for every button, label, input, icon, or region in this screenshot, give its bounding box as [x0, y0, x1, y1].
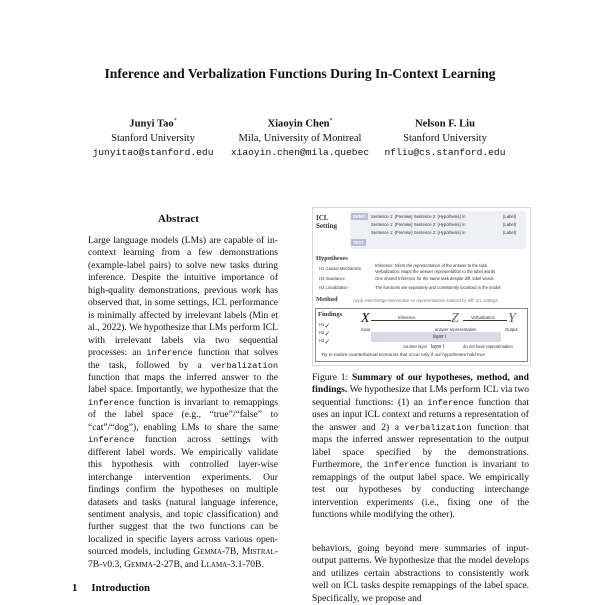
inference-tag: Inference: [398, 315, 416, 320]
label-tag-3: {Label}: [503, 230, 517, 235]
paper-title: Inference and Verbalization Functions During In-Context Learning: [104, 66, 496, 81]
author-3-name: Nelson F. Liu: [415, 118, 475, 130]
section-heading: 1 Introduction: [72, 582, 151, 594]
label-tag-2: {Label}: [503, 222, 517, 227]
test-tag: TEST: [353, 240, 364, 245]
hypothesis-2: H2 Invariance: [319, 276, 345, 281]
arrow-z-y: [463, 320, 507, 321]
author-1: Junyi Tao* Stanford University junyitao@stanford.edu: [88, 114, 218, 160]
abstract-heading: Abstract: [158, 213, 199, 225]
figure-1: [312, 207, 531, 366]
verbalization-tag: Verbalization: [471, 315, 495, 320]
finding-3: H3 ✓: [319, 338, 331, 346]
author-2: Xiaoyin Chen* Mila, University of Montreal xiaoyin.chen@mila.quebec: [220, 114, 380, 160]
var-x: X: [361, 311, 370, 326]
abstract-text: Large language models (LMs) are capable of in-context learning from a few demonstrations (example-label pairs) to solve new tasks during inference. Despite the intuitive importance of high-quality demonstrations, previous work has observed that, in some settings, ICL performance is minimally affected by irrelevant labels (Min et al., 2022). We hypothesize that LMs perform ICL with irrelevant labels via two sequential processes: an inference function that solves the task, followed by a verbalization function that maps the inferred answer to the label space. Importantly, we hypothesize that the inference function is invariant to remappings of the label space (e.g., “true”/“false” to “cat”/“dog”), enabling LMs to share the same inference function across settings with different label words. We empirically validate this hypothesis with controlled layer-wise interchange intervention experiments. Our findings confirm the hypotheses on multiple datasets and tasks (natural language inference, sentiment analysis, and topic classification) and further suggest that the two functions can be localized in specific layers across various open-sourced models, including Gemma-7B, Mistral-7B-v0.3, Gemma-2-27B, and Llama-3.1-70B.: [88, 235, 279, 570]
layer-l-label: layer l: [431, 344, 445, 350]
body-text: behaviors, going beyond mere summaries of input-output patterns. We hypothesize that the model develops and utilizes certain abstractions to consistently work well on ICL tasks despite remappings of the label space. Specifically, we propose and: [312, 543, 529, 604]
findings-label: Findings: [318, 311, 343, 318]
z-sub: answer representation: [435, 327, 477, 332]
author-1-affiliation: Stanford University: [111, 132, 195, 144]
hyp-desc-1: Inference: Infers the representation of the answer to the task: [375, 263, 487, 268]
author-3-affiliation: Stanford University: [403, 132, 487, 144]
method-label: Method: [316, 296, 338, 303]
author-2-name: Xiaoyin Chen: [267, 118, 330, 130]
note-2: do not have representation: [463, 344, 513, 349]
hypothesis-3: H3 Localization: [319, 285, 348, 290]
author-3: [380, 114, 510, 160]
demo-tag: DEMO: [353, 214, 366, 219]
var-z: Z: [451, 311, 459, 326]
author-1-name: Junyi Tao: [129, 118, 174, 130]
var-y: Y: [508, 311, 516, 326]
arrow-x-z: [371, 320, 451, 321]
demo-row-3: Sentence 1: {Premise} Sentence 2: {Hypothesis} \n: [371, 230, 466, 235]
icl-setting-label: ICL Setting: [316, 214, 337, 230]
figure-caption: Figure 1: Summary of our hypotheses, method, and findings. We hypothesize that LMs perform ICL via two sequential functions: (1) an inference function that uses an input ICL context and returns a representation of the answer and 2) a verbalization function that maps the inferred answer representation to the output label space specified by the demonstrations. Furthermore, the inference function is invariant to remappings of the output label space. We empirically test our hypotheses by conducting interchange intervention experiments (i.e., fixing one of the functions while modifying the other).: [312, 372, 530, 520]
finding-1: H1 ✓: [319, 322, 331, 330]
layer-i-label: layer i: [433, 334, 447, 340]
hyp-desc-4: The functions are separately and consistently localized in the model: [375, 285, 501, 290]
hyp-desc-2: Verbalization: Maps the answer representation to the label words: [375, 269, 496, 274]
demo-row-1: Sentence 1: {Premise} Sentence 2: {Hypothesis} \n: [371, 214, 466, 219]
x-sub: Input: [361, 327, 371, 332]
note-1: counter layer: [403, 344, 428, 349]
label-tag-1: {Label}: [503, 214, 517, 219]
findings-summary: Try to realize counterfactual scenarios that occur only if our hypotheses hold true: [321, 352, 486, 357]
hypotheses-label: Hypotheses: [316, 255, 348, 262]
author-2-affiliation: Mila, University of Montreal: [238, 132, 362, 144]
author-2-email[interactable]: xiaoyin.chen@mila.quebec: [230, 146, 370, 158]
y-sub: Output: [505, 327, 518, 332]
method-text: Apply interchange intervention on representations induced by diff. ICL settings: [353, 298, 498, 303]
hypothesis-1: H1 Causal Mechanism: [319, 266, 362, 271]
demo-row-2: Sentence 1: {Premise} Sentence 2: {Hypothesis} \n: [371, 222, 466, 227]
author-1-email[interactable]: junyitao@stanford.edu: [92, 146, 214, 158]
finding-2: H2 ✓: [319, 330, 331, 338]
hyp-desc-3: One shared Inference for the same task despite diff. label words: [375, 276, 494, 281]
author-3-email[interactable]: nfliu@cs.stanford.edu: [384, 146, 506, 158]
